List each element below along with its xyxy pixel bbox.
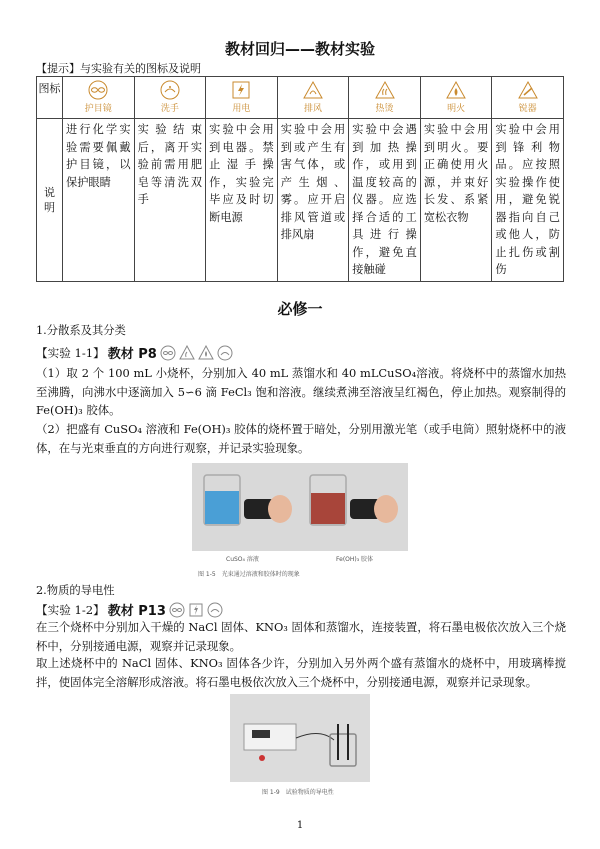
flame-icon <box>198 345 214 361</box>
textbook-ref: 教材 P8 <box>107 347 157 362</box>
desc-flame: 实验中会用到明火。要正确使用火源，并束好长发、系紧宽松衣物 <box>420 119 492 282</box>
goggles-icon <box>160 345 176 361</box>
conductivity-apparatus <box>230 694 370 782</box>
experiment-1-2-step-2: 取上述烧杯中的 NaCl 固体、KNO₃ 固体各少许，分别加入另外两个盛有蒸馏水的烧杯中，用玻璃棒搅拌，使固体完全溶解形成溶液。将石墨电极依次放入三个烧杯中，分别接通电源，观察并记录现象。 <box>36 656 566 689</box>
hand-wash-icon <box>207 602 223 618</box>
desc-sharp: 实验中会用到锋利物品。应按照实验操作使用，避免锐器指向自己或他人，防止扎伤或割伤 <box>492 119 564 282</box>
hand-wash-icon <box>159 80 181 100</box>
section-title: 必修一 <box>277 300 323 318</box>
figure-label-b: Fe(OH)₃ 胶体 <box>336 556 374 563</box>
hand-wash-icon <box>217 345 233 361</box>
icon-cell-sharp: 锐器 <box>492 77 564 119</box>
figure-1-9-photo <box>230 694 370 782</box>
icon-cell-flame: 明火 <box>420 77 492 119</box>
experiment-1-1-step-2: （2）把盛有 CuSO₄ 溶液和 Fe(OH)₃ 胶体的烧杯置于暗处，分别用激光笔（或手电筒）照射烧杯中的液体，在与光束垂直的方向进行观察，并记录实验现象。 <box>36 422 566 455</box>
ventilation-icon <box>302 80 324 100</box>
row-head-desc: 说明 <box>37 119 63 282</box>
experiment-1-1-step-1: （1）取 2 个 100 mL 小烧杯，分别加入 40 mL 蒸馏水和 40 mLCuSO₄溶液。将烧杯中的蒸馏水加热至沸腾，向沸水中逐滴加入 5∽6 滴 FeCl₃ 饱和溶液。继续煮沸至溶液呈红褐色，停止加热。观察制得的 Fe(OH)₃ 胶体。 <box>36 366 566 417</box>
experiment-1-1-heading <box>36 343 233 362</box>
desc-hand-wash: 实验结束后，离开实验前需用肥皂等清洗双手 <box>134 119 206 282</box>
textbook-ref: 教材 P13 <box>107 604 166 619</box>
icon-cell-goggles: 护目镜 <box>63 77 135 119</box>
row-head-icons: 图标 <box>37 77 63 119</box>
figure-1-5-caption: 图 1-5 光束通过溶液和胶体时的现象 <box>198 571 300 578</box>
beaker-illustration <box>192 463 408 551</box>
hot-icon <box>374 80 396 100</box>
desc-electric: 实验中会用到电器。禁止湿手操作，实验完毕应及时切断电源 <box>206 119 278 282</box>
subsection-conductivity: 2.物质的导电性 <box>36 584 115 597</box>
subsection-dispersion: 1.分散系及其分类 <box>36 324 126 337</box>
experiment-1-2-step-1: 在三个烧杯中分别加入干燥的 NaCl 固体、KNO₃ 固体和蒸馏水，连接装置，将石墨电极依次放入三个烧杯中，分别接通电源，观察并记录现象。 <box>36 620 566 653</box>
icon-cell-hand-wash: 洗手 <box>134 77 206 119</box>
hot-icon <box>179 345 195 361</box>
experiment-tag: 【实验 1-1】 <box>36 345 105 360</box>
icon-table <box>36 76 564 282</box>
icon-cell-ventilation: 排风 <box>277 77 349 119</box>
experiment-1-2-heading <box>36 600 223 619</box>
electric-icon <box>230 80 252 100</box>
desc-hot: 实验中会遇到加热操作，或用到温度较高的仪器。应选择合适的工具进行操作，避免直接触碰 <box>349 119 421 282</box>
experiment-tag: 【实验 1-2】 <box>36 602 105 617</box>
figure-1-9-caption: 图 1-9 试验物质的导电性 <box>262 789 334 796</box>
flame-icon <box>445 80 467 100</box>
icon-cell-hot: 热烫 <box>349 77 421 119</box>
page-number: 1 <box>296 820 304 831</box>
figure-label-a: CuSO₄ 溶液 <box>226 556 259 563</box>
icon-cell-electric: 用电 <box>206 77 278 119</box>
page-title: 教材回归——教材实验 <box>224 40 375 58</box>
goggles-icon <box>87 80 109 100</box>
desc-goggles: 进行化学实验需要佩戴护目镜，以保护眼睛 <box>63 119 135 282</box>
desc-ventilation: 实验中会用到或产生有害气体，或产生烟、雾。应开启排风管道或排风扇 <box>277 119 349 282</box>
sharp-icon <box>517 80 539 100</box>
electric-icon <box>188 602 204 618</box>
figure-1-5-photo <box>192 463 408 551</box>
hint-text: 【提示】与实验有关的图标及说明 <box>36 62 201 75</box>
goggles-icon <box>169 602 185 618</box>
